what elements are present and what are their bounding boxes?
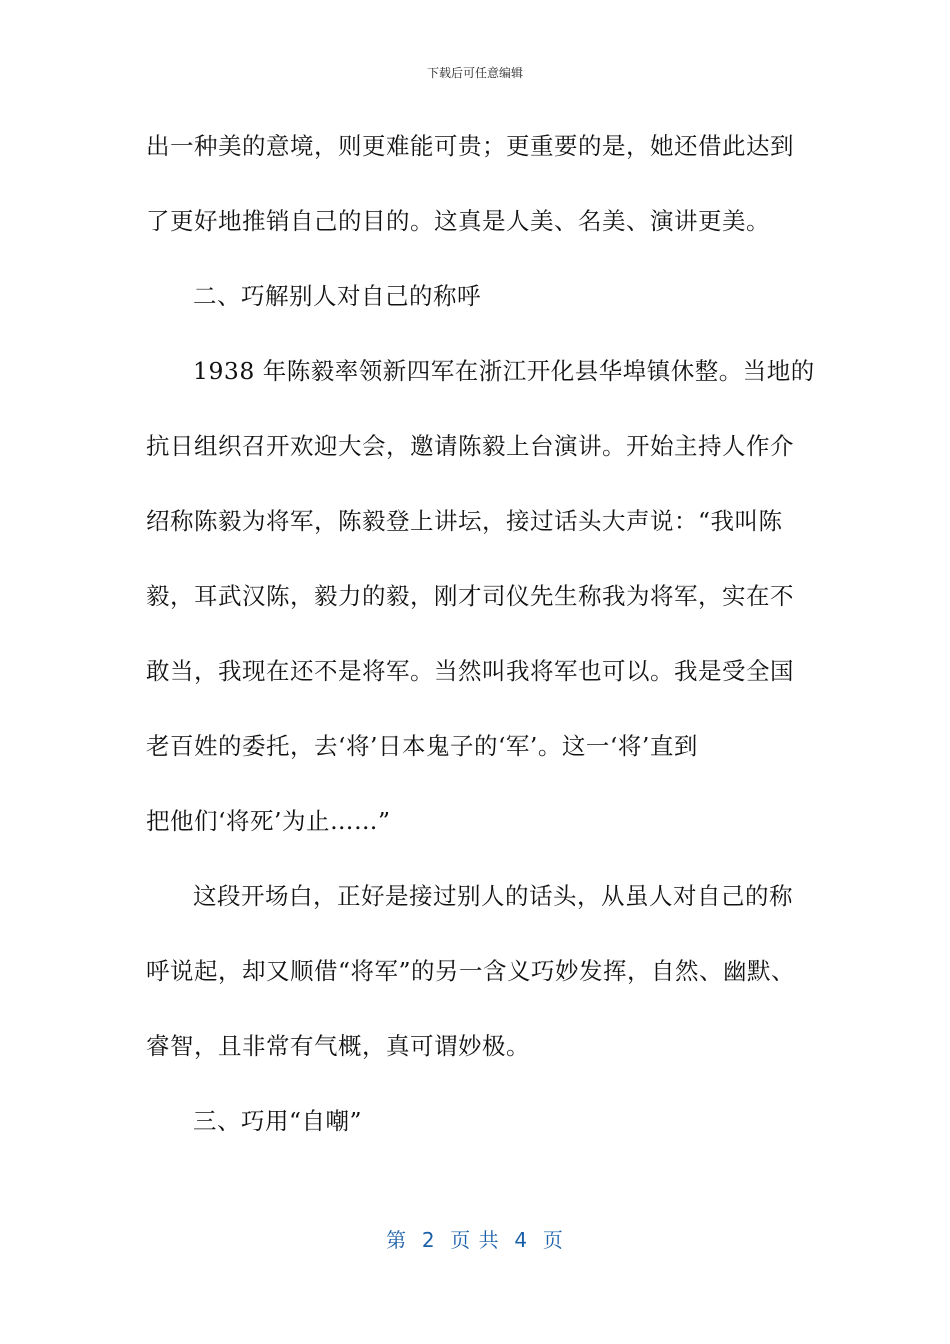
text-line: 出一种美的意境，则更难能可贵；更重要的是，她还借此达到	[146, 132, 794, 160]
text-line: 毅，耳武汉陈，毅力的毅，刚才司仪先生称我为将军，实在不	[146, 582, 794, 610]
section-heading: 二、巧解别人对自己的称呼	[193, 282, 481, 310]
text-line: 呼说起，却又顺借“将军”的另一含义巧妙发挥，自然、幽默、	[146, 957, 796, 985]
text-line: 老百姓的委托，去‘将’日本鬼子的‘军’。这一‘将’直到	[146, 732, 698, 760]
text-line: 把他们‘将死’为止……”	[146, 807, 391, 835]
text-line: 这段开场白，正好是接过别人的话头，从虽人对自己的称	[193, 882, 793, 910]
text-line: 绍称陈毅为将军，陈毅登上讲坛，接过话头大声说：“我叫陈	[146, 507, 783, 535]
document-body	[146, 118, 815, 1168]
page-number: 第 2 页 共 4 页	[386, 1228, 564, 1252]
text-line: 敢当，我现在还不是将军。当然叫我将军也可以。我是受全国	[146, 657, 794, 685]
page-header: 下载后可任意编辑	[426, 66, 523, 80]
text-line: 抗日组织召开欢迎大会，邀请陈毅上台演讲。开始主持人作介	[146, 432, 794, 460]
text-line: 了更好地推销自己的目的。这真是人美、名美、演讲更美。	[146, 207, 770, 235]
text-line: 睿智，且非常有气概，真可谓妙极。	[146, 1032, 530, 1060]
section-heading: 三、巧用“自嘲”	[193, 1107, 363, 1135]
text-line: 1938 年陈毅率领新四军在浙江开化县华埠镇休整。当地的	[193, 357, 815, 385]
